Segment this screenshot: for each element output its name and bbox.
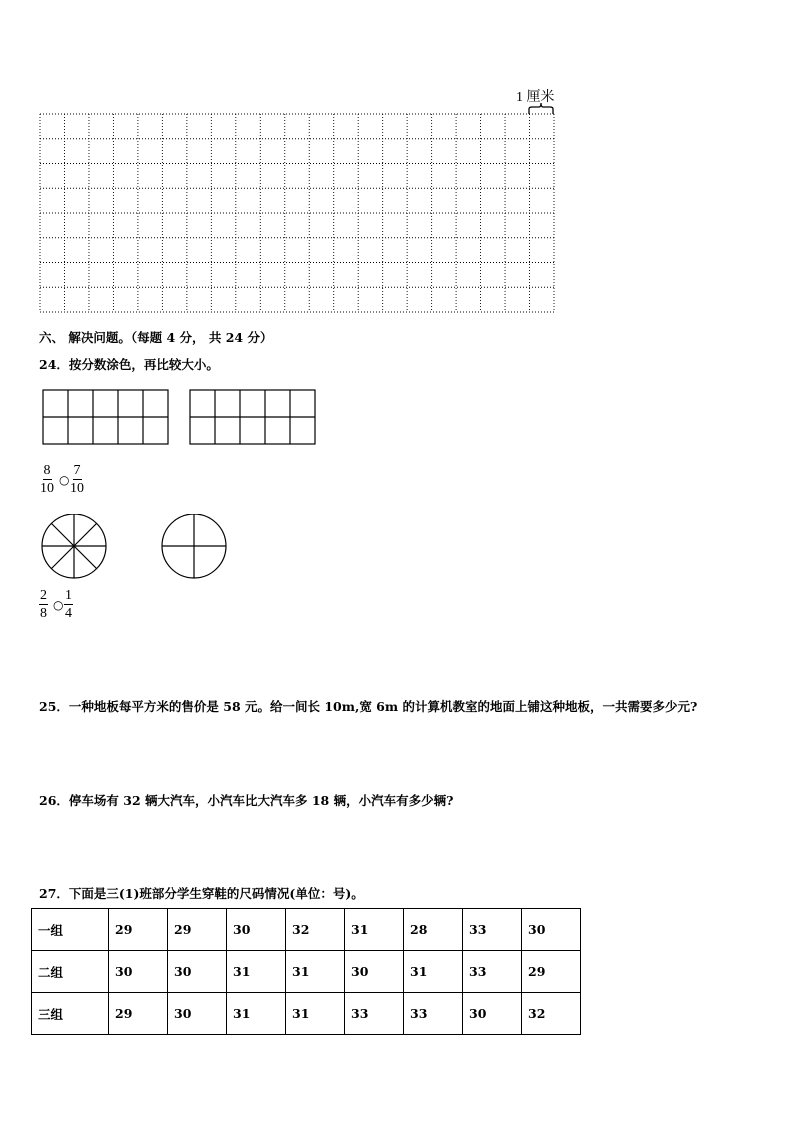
- table-cell: 30: [109, 951, 168, 993]
- table-cell: 30: [227, 909, 286, 951]
- compare-circle-2[interactable]: ○: [53, 598, 64, 612]
- question-24-prompt: 24．按分数涂色，再比较大小。: [39, 357, 219, 372]
- table-cell: 29: [522, 951, 581, 993]
- table-cell: 32: [522, 993, 581, 1035]
- row-label: 二组: [32, 951, 109, 993]
- question-27-text: 27．下面是三(1)班部分学生穿鞋的尺码情况(单位：号)。: [39, 886, 364, 901]
- table-cell: 30: [522, 909, 581, 951]
- row-label: 三组: [32, 993, 109, 1035]
- compare-circle-1[interactable]: ○: [59, 473, 70, 487]
- fraction-8-10: $\frac{8}{10}$: [40, 463, 54, 496]
- table-cell: 29: [109, 993, 168, 1035]
- table-cell: 30: [463, 993, 522, 1035]
- section-heading: 六、 解决问题。（每题 4 分， 共 24 分）: [39, 330, 273, 345]
- shoe-size-table: [31, 908, 581, 1035]
- table-cell: 31: [404, 951, 463, 993]
- table-cell: 29: [168, 909, 227, 951]
- table-cell: 33: [463, 909, 522, 951]
- fraction-rectangle-1[interactable]: [42, 389, 170, 446]
- fraction-circle-quarters[interactable]: [160, 514, 230, 580]
- question-26-text: 26．停车场有 32 辆大汽车，小汽车比大汽车多 18 辆，小汽车有多少辆?: [39, 793, 454, 808]
- table-row: [32, 909, 581, 951]
- table-cell: 33: [404, 993, 463, 1035]
- table-cell: 31: [286, 951, 345, 993]
- row-label: 一组: [32, 909, 109, 951]
- table-cell: 30: [345, 951, 404, 993]
- table-cell: 28: [404, 909, 463, 951]
- table-cell: 31: [286, 993, 345, 1035]
- table-cell: 29: [109, 909, 168, 951]
- fraction-2-8: $\frac{2}{8}$: [40, 588, 47, 621]
- fraction-1-4: $\frac{1}{4}$: [65, 588, 72, 621]
- dotted-grid: [38, 112, 558, 314]
- table-cell: 30: [168, 951, 227, 993]
- fraction-7-10: $\frac{7}{10}$: [70, 463, 84, 496]
- table-cell: 31: [227, 951, 286, 993]
- fraction-circle-eighths[interactable]: [40, 514, 110, 580]
- table-row: [32, 951, 581, 993]
- fraction-rectangle-2[interactable]: [189, 389, 317, 446]
- ruler-scale-label: 1 厘米: [516, 90, 555, 105]
- question-25-text: 25．一种地板每平方米的售价是 58 元。给一间长 10m,宽 6m 的计算机教室的地面上铺这种地板，一共需要多少元?: [39, 699, 698, 714]
- table-cell: 33: [463, 951, 522, 993]
- table-cell: 30: [168, 993, 227, 1035]
- table-cell: 31: [345, 909, 404, 951]
- table-cell: 32: [286, 909, 345, 951]
- table-cell: 31: [227, 993, 286, 1035]
- table-row: [32, 993, 581, 1035]
- table-cell: 33: [345, 993, 404, 1035]
